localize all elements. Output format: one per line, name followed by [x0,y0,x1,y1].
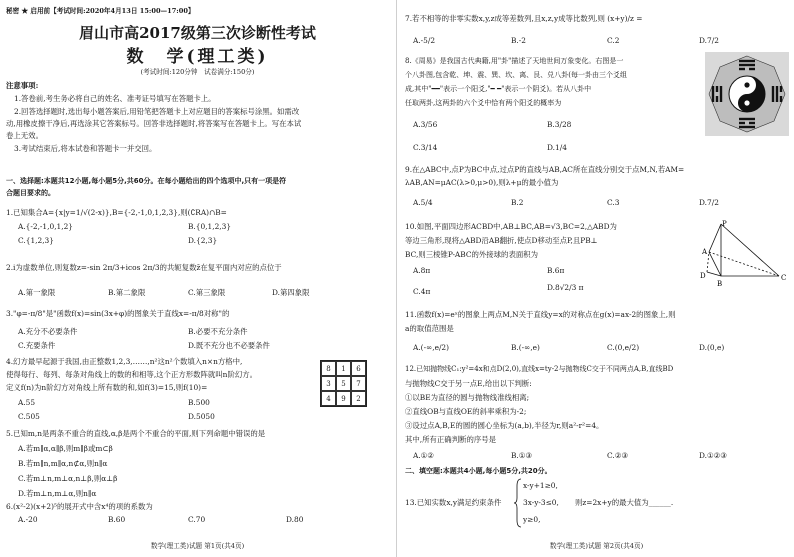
q3-option-a: A.充分不必要条件 [18,327,78,336]
magic-cell: 6 [351,361,366,376]
question-8: 8.《周易》是我国古代典籍,用"卦"描述了天地世间万象变化。右图是一 [405,57,624,65]
constraint-1: x-y+1≥0, [523,481,558,490]
subject-title: 数 学(理工类) [126,47,269,67]
magic-cell: 9 [336,391,351,406]
magic-cell: 4 [321,391,336,406]
page-fold [396,0,397,557]
q3-option-c: C.充要条件 [18,341,56,350]
q4-option-d: D.5050 [188,412,215,421]
question-10-line: 等边三角形,现将△ABD沿AB翻折,使点D移动至点P,且PB⊥ [405,236,598,245]
point-p-label: P [722,220,727,228]
q9-option-a: A.5/4 [413,198,433,207]
q9-option-b: B.2 [511,198,524,207]
q5-option-c: C.若m⊥n,m⊥α,n⊥β,则α⊥β [18,474,118,483]
q3-option-b: B.必要不充分条件 [188,327,248,336]
page-footer: 数学(理工类)试题 第2页(共4页) [549,542,644,550]
q6-option-d: D.80 [286,515,304,524]
magic-cell: 3 [321,376,336,391]
q10-option-c: C.4π [413,287,431,296]
q10-option-b: B.6π [547,266,565,275]
question-13-tail: 则z=2x+y的最大值为______. [575,498,674,507]
question-4-line: 定义f(n)为n阶幻方对角线上所有数的和,如f(3)=15,则f(10)= [6,383,208,392]
question-7: 7.若不相等的非零实数x,y,z成等差数列,且x,z,y成等比数列,则 (x+y)/z = [405,14,643,23]
q6-option-b: B.60 [108,515,126,524]
q12-option-a: A.①② [413,451,434,460]
q10-option-a: A.8π [413,266,431,275]
question-3: 3."φ=-π/8"是"函数f(x)=sin(3x+φ)的图象关于直线x=-π/8对称"的 [6,309,230,318]
magic-cell: 2 [351,391,366,406]
question-2: 2.i为虚数单位,则复数z=-sin 2π/3+icos 2π/3的共轭复数z̄在复平面内对应的点位于 [6,263,282,272]
question-8-line: 成,其中"━━"表示一个阳爻,"━ ━"表示一个阴爻)。若从八卦中 [405,85,592,93]
page-2 [399,0,794,557]
q11-option-c: C.(0,e/2) [607,343,640,352]
exam-title: 眉山市高2017级第三次诊断性考试 [79,24,316,42]
q1-option-c: C.{1,2,3} [18,236,54,245]
question-12-line: 与抛物线C交于另一点E,给出以下判断: [405,379,532,388]
q1-option-a: A.{-2,-1,0,1,2} [18,222,73,231]
q7-option-d: D.7/2 [699,36,719,45]
question-6: 6.(x²-2)(x+2)⁵的展开式中含x⁴的项的系数为 [6,502,153,511]
q9-option-d: D.7/2 [699,198,719,207]
q8-option-c: C.3/14 [413,143,438,152]
question-10: 10.如图,平面四边形ACBD中,AB⊥BC,AB=√3,BC=2,△ABD为 [405,222,617,231]
q10-option-d: D.8√2/3 π [547,283,584,292]
constraint-2: 3x-y-3≤0, [523,498,559,507]
exam-info: (考试时间:120分钟 试卷满分:150分) [140,68,255,76]
magic-cell: 5 [336,376,351,391]
question-13: 13.已知实数x,y满足约束条件 [405,498,502,507]
q2-option-d: D.第四象限 [272,288,310,297]
q1-option-b: B.{0,1,2,3} [188,222,232,231]
page-1 [0,0,395,557]
note-line: 卷上无效。 [6,131,43,140]
note-line: 3.考试结束后,将本试卷和答题卡一并交回。 [14,144,157,153]
question-11-line: a的取值范围是 [405,324,454,333]
q1-option-d: D.{2,3} [188,236,218,245]
q4-option-b: B.500 [188,398,210,407]
section-1-heading-cont: 合题目要求的。 [6,189,55,197]
q3-option-d: D.既不充分也不必要条件 [188,341,270,350]
q11-option-a: A.(-∞,e/2) [413,343,450,352]
q7-option-c: C.2 [607,36,620,45]
q5-option-d: D.若m⊥n,m⊥α,则n∥α [18,489,97,498]
question-4: 4.幻方最早起源于我国,由正整数1,2,3,……,n²这n²个数填入n×n方格中, [6,357,243,366]
point-b-label: B [717,280,723,288]
question-12-line: ①以BE为直径的圆与抛物线准线相离; [405,393,530,402]
question-12-line: 其中,所有正确判断的序号是 [405,435,497,444]
question-4-line: 使得每行、每列、每条对角线上的数的和相等,这个正方形数阵就叫n阶幻方。 [6,370,258,379]
question-10-line: BC,则三棱锥P-ABC的外接球的表面积为 [405,250,539,259]
q2-option-b: B.第二象限 [108,288,146,297]
question-12: 12.已知抛物线C₁:y²=4x和点D(2,0),直线x=ty-2与抛物线C交于不同两点A,B,直线BD [405,365,674,373]
question-9-line: λAB,AN=μAC(λ>0,μ>0),则λ+μ的最小值为 [405,178,559,187]
q9-option-c: C.3 [607,198,620,207]
q11-option-d: D.(0,e) [699,343,725,352]
q12-option-b: B.①③ [511,451,533,460]
point-c-label: C [781,274,787,282]
magic-square [320,360,367,407]
q4-option-a: A.55 [18,398,36,407]
section-2-heading: 二、填空题:本题共4小题,每小题5分,共20分。 [405,467,552,475]
question-12-line: ③设过点A,B,E的圆的圆心坐标为(a,b),半径为r,则a²-r²=4。 [405,421,604,430]
magic-cell: 1 [336,361,351,376]
pyramid-figure [699,218,791,290]
brace-icon [514,478,522,528]
constraint-3: y≥0, [523,515,541,524]
q8-option-b: B.3/28 [547,120,572,129]
q5-option-b: B.若m∥n,m∥α,n⊄α,则n∥α [18,459,108,468]
question-8-line: 个八卦图,包含乾、坤、震、巽、坎、离、艮、兑八卦(每一卦由三个爻组 [405,71,627,79]
confidential-label: 秘密 ★ 启用前【考试时间:2020年4月13日 15:00—17:00】 [6,7,195,15]
note-line: 1.答卷前,考生务必将自己的姓名、准考证号填写在答题卡上。 [14,94,216,103]
question-11: 11.函数f(x)=eˣ的图象上两点M,N关于直线y=x的对称点在g(x)=ax-2的图象上,则 [405,310,676,319]
section-1-heading: 一、选择题:本题共12小题,每小题5分,共60分。在每小题给出的四个选项中,只有一项是符 [6,177,287,185]
q8-option-a: A.3/56 [413,120,438,129]
magic-cell: 8 [321,361,336,376]
question-5: 5.已知m,n是两条不重合的直线,α,β是两个不重合的平面,则下列命题中错误的是 [6,429,266,438]
q2-option-c: C.第三象限 [188,288,226,297]
q6-option-c: C.70 [188,515,206,524]
q11-option-b: B.(-∞,e) [511,343,540,352]
notes-heading: 注意事项: [6,81,39,90]
q6-option-a: A.-20 [18,515,38,524]
q4-option-c: C.505 [18,412,40,421]
q12-option-d: D.①②③ [699,451,727,460]
question-12-line: ②直线OB与直线OE的斜率乘积为-2; [405,407,527,416]
magic-cell: 7 [351,376,366,391]
q7-option-b: B.-2 [511,36,526,45]
bagua-icon [705,52,789,136]
question-9: 9.在△ABC中,点P为BC中点,过点P的直线与AB,AC所在直线分别交于点M,N,若AM= [405,165,685,174]
page-footer: 数学(理工类)试题 第1页(共4页) [150,542,245,550]
point-a-label: A [702,248,708,256]
q12-option-c: C.②③ [607,451,628,460]
note-line: 动,用橡皮擦干净后,再选涂其它答案标号。回答非选择题时,将答案写在答题卡上。写在本试 [6,119,302,128]
point-d-label: D [700,272,706,280]
q8-option-d: D.1/4 [547,143,567,152]
question-1: 1.已知集合A={x|y=1/√(2-x)},B={-2,-1,0,1,2,3},则(∁RA)∩B= [6,208,227,217]
q5-option-a: A.若m∥α,α∥β,则m∥β或m⊂β [18,444,113,453]
q2-option-a: A.第一象限 [18,288,56,297]
q7-option-a: A.-5/2 [413,36,436,45]
note-line: 2.回答选择题时,选出每小题答案后,用铅笔把答题卡上对应题目的答案标号涂黑。如需改 [14,107,300,116]
question-8-line: 任取两卦,这两卦的六个爻中恰有两个阳爻的概率为 [405,99,562,107]
